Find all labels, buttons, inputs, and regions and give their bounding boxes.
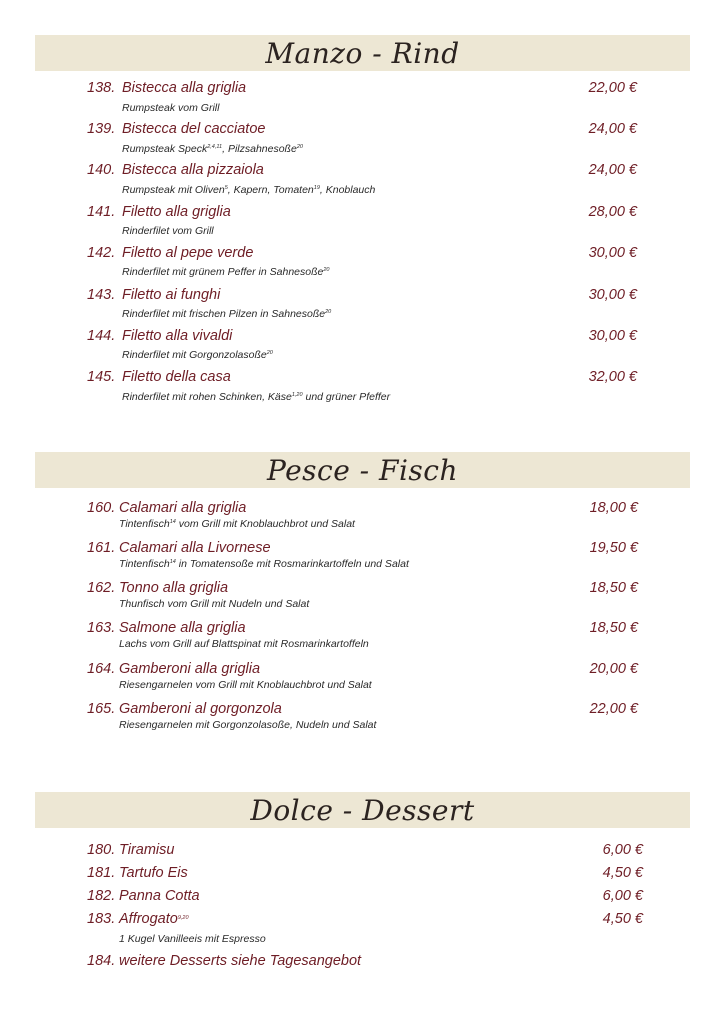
item-name: Filetto alla vivaldi — [122, 328, 233, 344]
item-price: 18,50 € — [589, 620, 638, 636]
item-number: 184. — [87, 953, 116, 969]
item-name: Gamberoni alla griglia — [119, 661, 261, 677]
item-name: Filetto alla griglia — [122, 204, 231, 220]
item-name: Affrogato$^{9,20}$ — [119, 911, 189, 927]
item-description: Tintenfisch$^{14}$ in Tomatensoße mit Rosmarinkartoffeln und Salat — [119, 558, 409, 570]
item-description: Rinderfilet mit frischen Pilzen in Sahnesoße$^{20}$ — [122, 308, 332, 320]
section-header-manzo-rind — [35, 35, 690, 71]
item-description: Rumpsteak Speck$^{2,4,11}$, Pilzsahnesoße$^{20}$ — [122, 143, 303, 155]
item-number: 142. — [87, 245, 116, 261]
item-price: 22,00 € — [589, 701, 638, 717]
item-price: 32,00 € — [588, 369, 637, 385]
item-number: 161. — [87, 540, 116, 556]
item-name: Calamari alla Livornese — [119, 540, 271, 556]
section-header-pesce-fisch — [35, 452, 690, 488]
item-number: 165. — [87, 701, 116, 717]
item-name: Tiramisu — [119, 842, 175, 858]
item-name: Calamari alla griglia — [119, 500, 247, 516]
item-number: 141. — [87, 204, 116, 220]
item-price: 22,00 € — [588, 80, 637, 96]
item-number: 160. — [87, 500, 116, 516]
item-description: Rinderfilet mit rohen Schinken, Käse$^{1,20}$ und grüner Pfeffer — [122, 391, 391, 403]
item-name: Gamberoni al gorgonzola — [119, 701, 282, 717]
item-price: 18,00 € — [589, 500, 638, 516]
item-number: 180. — [87, 842, 116, 858]
item-number: 162. — [87, 580, 116, 596]
item-number: 139. — [87, 121, 116, 137]
item-description: Lachs vom Grill auf Blattspinat mit Rosmarinkartoffeln — [119, 638, 369, 650]
item-name: Bistecca alla griglia — [122, 80, 247, 96]
item-number: 144. — [87, 328, 116, 344]
item-price: 28,00 € — [588, 204, 637, 220]
item-number: 163. — [87, 620, 116, 636]
item-price: 19,50 € — [589, 540, 638, 556]
item-price: 4,50 € — [602, 865, 643, 881]
item-price: 20,00 € — [589, 661, 638, 677]
item-description: Rinderfilet mit Gorgonzolasoße$^{20}$ — [122, 349, 273, 361]
item-number: 140. — [87, 162, 116, 178]
item-price: 30,00 € — [588, 328, 637, 344]
item-description: Tintenfisch$^{14}$ vom Grill mit Knoblauchbrot und Salat — [119, 518, 355, 530]
item-number: 145. — [87, 369, 116, 385]
section-header-dolce-dessert — [35, 792, 690, 828]
item-price: 6,00 € — [602, 842, 643, 858]
section-title: Dolce - Dessert — [250, 794, 475, 827]
item-price: 24,00 € — [588, 162, 637, 178]
item-price: 30,00 € — [588, 287, 637, 303]
item-number: 143. — [87, 287, 116, 303]
item-name: weitere Desserts siehe Tagesangebot — [119, 953, 362, 969]
item-price: 24,00 € — [588, 121, 637, 137]
item-number: 182. — [87, 888, 116, 904]
item-description: 1 Kugel Vanilleeis mit Espresso — [119, 933, 266, 945]
item-name: Filetto al pepe verde — [122, 245, 254, 261]
item-number: 138. — [87, 80, 116, 96]
item-name: Salmone alla griglia — [119, 620, 246, 636]
section-title: Manzo - Rind — [265, 37, 460, 70]
item-name: Panna Cotta — [119, 888, 200, 904]
item-price: 18,50 € — [589, 580, 638, 596]
item-name: Filetto ai funghi — [122, 287, 221, 303]
item-number: 181. — [87, 865, 116, 881]
item-name: Tartufo Eis — [119, 865, 188, 881]
item-name: Filetto della casa — [122, 369, 231, 385]
item-price: 6,00 € — [602, 888, 643, 904]
item-description: Rumpsteak mit Oliven$^5$, Kapern, Tomaten$^{19}$, Knoblauch — [122, 184, 376, 196]
item-price: 30,00 € — [588, 245, 637, 261]
item-description: Riesengarnelen mit Gorgonzolasoße, Nudeln und Salat — [119, 719, 377, 731]
item-description: Rinderfilet mit grünem Peffer in Sahnesoße$^{20}$ — [122, 266, 330, 278]
item-description: Rumpsteak vom Grill — [122, 102, 220, 114]
item-description: Thunfisch vom Grill mit Nudeln und Salat — [119, 598, 310, 610]
item-name: Tonno alla griglia — [119, 580, 229, 596]
item-description: Rinderfilet vom Grill — [122, 225, 214, 237]
item-name: Bistecca alla pizzaiola — [122, 162, 264, 178]
item-number: 183. — [87, 911, 116, 927]
item-description: Riesengarnelen vom Grill mit Knoblauchbrot und Salat — [119, 679, 372, 691]
item-number: 164. — [87, 661, 116, 677]
item-price: 4,50 € — [602, 911, 643, 927]
section-title: Pesce - Fisch — [266, 454, 458, 487]
item-name: Bistecca del cacciatoe — [122, 121, 266, 137]
